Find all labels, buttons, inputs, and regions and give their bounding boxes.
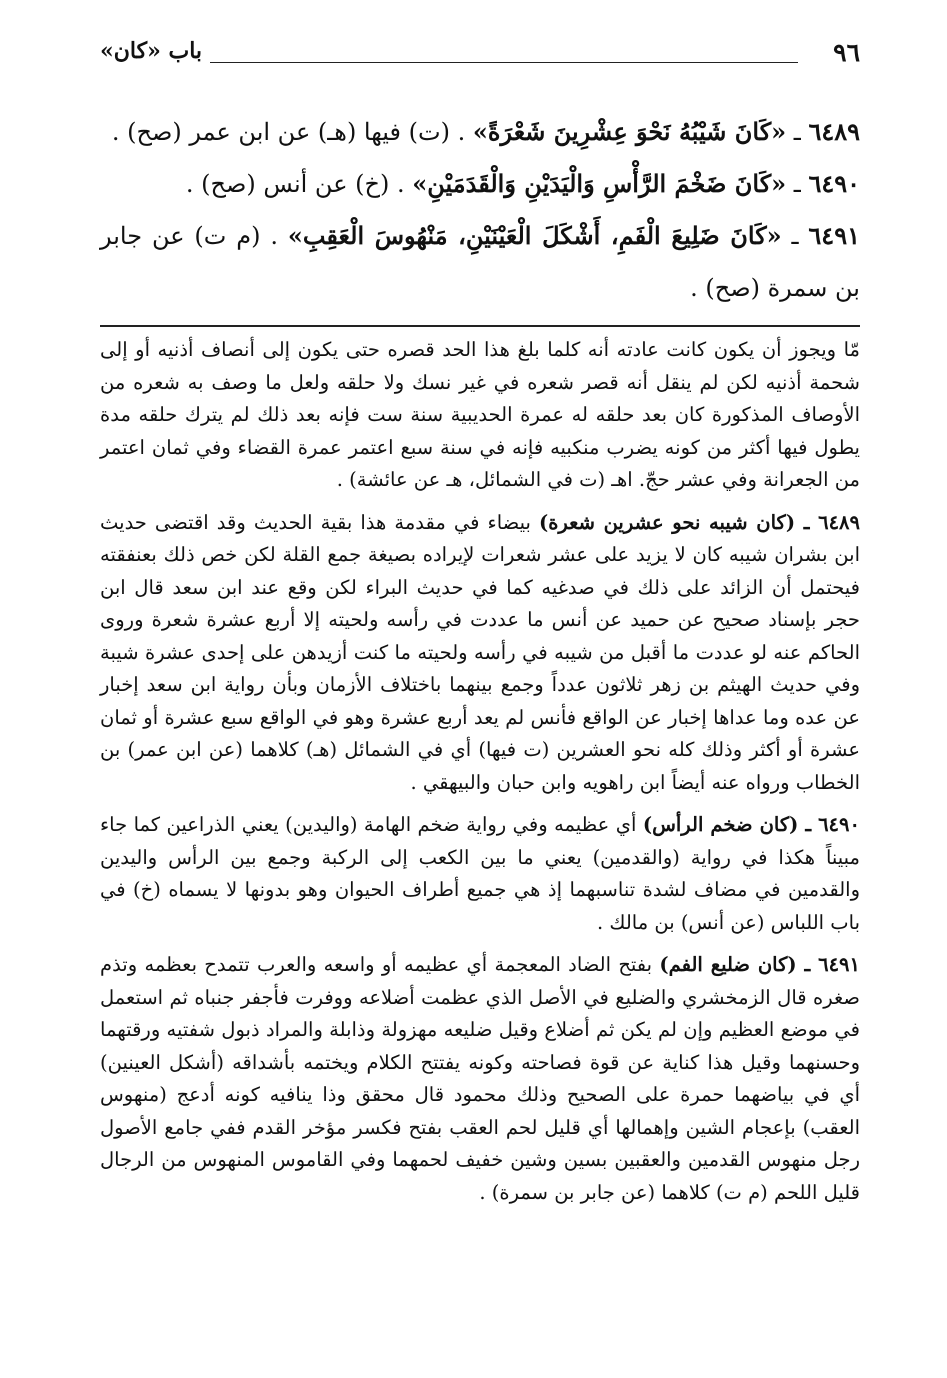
commentary-6490 xyxy=(100,809,860,939)
commentary-continuation xyxy=(100,334,860,497)
hadith-dash: ـ xyxy=(786,118,801,146)
hadith-6489 xyxy=(100,106,860,158)
commentary-separator xyxy=(100,325,860,327)
page-number: ٩٦ xyxy=(833,38,860,67)
hadith-list xyxy=(100,106,860,314)
hadith-dash: ـ xyxy=(781,222,799,250)
commentary-text: مّا ويجوز أن يكون كانت عادته أنه كلما بلغ هذا الحد قصره حتى يكون إلى أنصاف أذنيه أو إلى شحمة أذنيه لكن لم ينقل أنه قصر شعره في غير نسك ولا حلقه ولعل ما وصف به شعره من الأوصاف المذكورة كان بعد حلقه له عمرة الحديبية سنة ست فإنه بعد ذلك لم يترك حلقه مدة يطول فيها أكثر من كونه يضرب منكبيه فإنه في سنة سبع اعتمر عمرة القضاء وفي ثمان اعتمر من الجعرانة وفي عشر حجّ. اهـ (ت في الشمائل، هـ عن عائشة) . xyxy=(100,338,860,491)
hadith-number: ٦٤٩٠ xyxy=(808,169,860,198)
hadith-dash: ـ xyxy=(786,170,801,198)
hadith-source: . (خ) عن أنس (صح) . xyxy=(185,170,405,198)
commentary-text: بفتح الضاد المعجمة أي عظيمه أو واسعه والعرب تتمدح بعظمه وتذم صغره قال الزمخشري والضليع في الأصل الذي عظمت أضلاعه ووفرت فأجفر جنباه ثم استعمل في موضع العظيم وإن لم يكن ثم أضلاع وقيل ضليعه مهزولة وذابلة والمراد ذبول شفتيه ورقتهما وحسنهما وقيل هذا كناية عن قوة فصاحته وكونه يفتتح الكلام ويختمه بأشداقه (أشكل العينين) أي في بياضهما حمرة على الصحيح وذلك محمود قال محقق وذا ينافيه كونه أدعج (منهوس العقب) بإعجام الشين وإهمالها أي قليل لحم العقب بفتح فكسر مؤخر القدم ففي جامع الأصول رجل منهوس القدمين والعقبين بسين وشين خفيف لحمهما وفي القاموس المنهوس من الرجال قليل اللحم (م ت) كلاهما (عن جابر بن سمرة) . xyxy=(100,953,860,1204)
hadith-text: «كَانَ ضَلِيعَ الْفَمِ، أَشْكَلَ الْعَيْنَيْنِ، مَنْهُوسَ الْعَقِبِ» xyxy=(287,221,782,250)
commentary-lead: ٦٤٩١ ـ (كان ضليع الفم) xyxy=(659,953,860,976)
commentary-text: بيضاء في مقدمة هذا بقية الحديث وقد اقتضى حديث ابن بشران شيبه كان لا يزيد على عشر شعرات لإيراده بصيغة جمع القلة لكن خص ذلك بعنفقته فيحتمل أن الزائد على ذلك في صدغيه كما في حديث البراء لكن وقع عند ابن سعد قال ابن حجر بإسناد صحيح عن حميد عن أنس ما عددت في رأسه ولحيته إلا أربع عشرة شعرة وروى الحاكم عنه لو عددت ما أقبل من شيبه في رأسه ولحيته ما كنت أزيدهن على إحدى عشرة شيبة وفي حديث الهيثم بن زهر ثلاثون عدداً وجمع بينهما باختلاف الأزمان وبأن رواية ابن سعد إخبار عن عده وما عداها إخبار عن الواقع فأنس لم يعد أربع عشرة وهو في الواقع سبع عشرة أو ثمان عشرة أو أكثر وذلك كله نحو العشرين (ت فيها) أي في الشمائل (هـ) كلاهما (عن ابن عمر) بن الخطاب ورواه عنه أيضاً ابن راهويه وابن حبان والبيهقي . xyxy=(100,510,860,794)
commentary-section xyxy=(100,334,860,1219)
hadith-text: «كَانَ ضَخْمَ الرَّأْسِ وَالْيَدَيْنِ وَالْقَدَمَيْنِ» xyxy=(412,169,787,198)
commentary-6489 xyxy=(100,507,860,800)
hadith-source: . (م ت) عن جابر بن سمرة (صح) . xyxy=(100,222,860,302)
commentary-lead: ٦٤٨٩ ـ (كان شيبه نحو عشرين شعرة) xyxy=(538,510,860,534)
page-header xyxy=(100,38,860,72)
hadith-6490 xyxy=(100,158,860,210)
hadith-text: «كَانَ شَيْبُهُ نَحْوَ عِشْرِينَ شَعْرَةً» xyxy=(472,117,787,146)
hadith-number: ٦٤٨٩ xyxy=(808,117,860,146)
commentary-text: أي عظيمه وفي رواية ضخم الهامة (واليدين) يعني الذراعين كما جاء مبيناً هكذا في رواية (والقدمين) يعني ما بين الكعب إلى الركبة وجمع بين الرأس واليدين والقدمين في مضاف لشدة تناسبهما إذ هي جميع أطراف الحيوان وهو بدونها لا يسماه (خ) في باب اللباس (عن أنس) بن مالك . xyxy=(100,813,860,934)
hadith-6491 xyxy=(100,210,860,314)
hadith-source: . (ت) فيها (هـ) عن ابن عمر (صح) . xyxy=(111,118,466,146)
header-rule xyxy=(210,62,798,63)
commentary-6491 xyxy=(100,949,860,1209)
chapter-title: باب «كان» xyxy=(100,38,203,64)
hadith-number: ٦٤٩١ xyxy=(808,221,860,250)
commentary-lead: ٦٤٩٠ ـ (كان ضخم الرأس) xyxy=(642,813,860,836)
